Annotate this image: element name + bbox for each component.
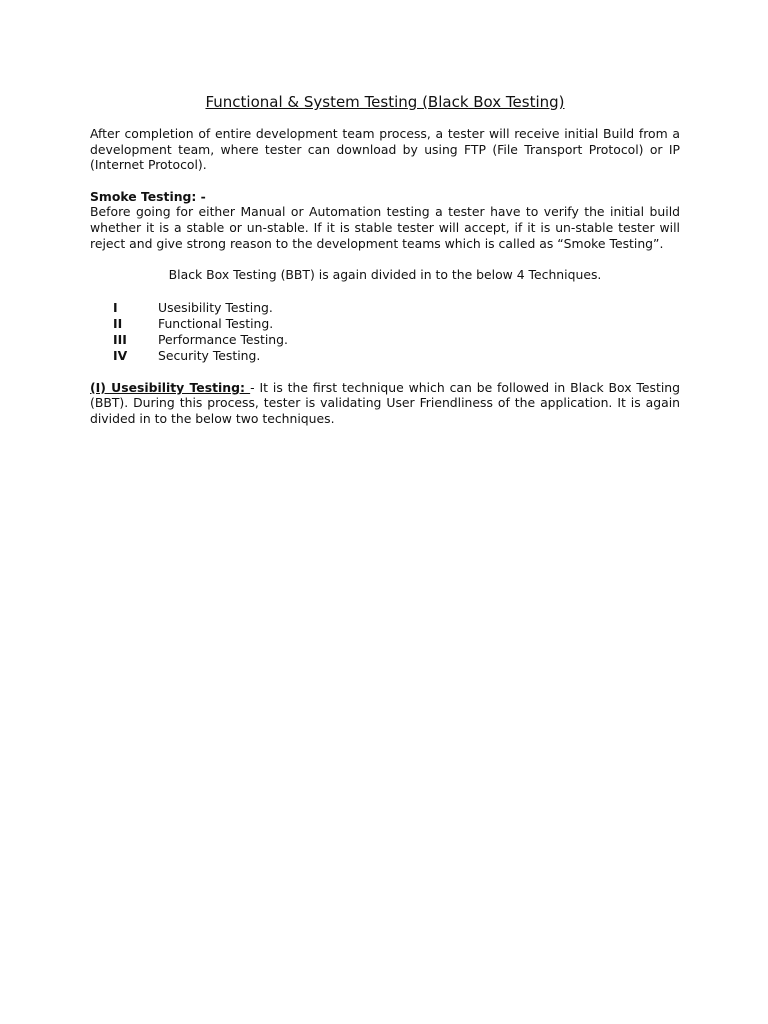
bbt-techniques-line: Black Box Testing (BBT) is again divided in to the below 4 Techniques. xyxy=(168,267,602,283)
smoke-testing-paragraph: Before going for either Manual or Automation testing a tester have to verify the initial build whether it is a stable or un-stable. If it is stable tester will accept, if it is un-stable tester will reject and give strong reason to the development teams which is called as “Smoke Testing”. xyxy=(90,204,680,251)
document-page xyxy=(90,92,680,427)
list-item-label: Security Testing. xyxy=(158,347,261,363)
list-item-label: Usesibility Testing. xyxy=(158,299,273,315)
usability-testing-paragraph xyxy=(90,380,680,427)
list-item xyxy=(113,332,680,348)
smoke-testing-heading: Smoke Testing: - xyxy=(90,188,206,204)
list-item xyxy=(113,316,680,332)
list-item-number: II xyxy=(113,315,123,331)
smoke-testing-section xyxy=(90,189,680,251)
intro-paragraph: After completion of entire development team process, a tester will receive initial Build from a development team, where tester can download by using FTP (File Transport Protocol) or IP (Internet Protocol). xyxy=(90,126,680,173)
usability-testing-text: - It is the first technique which can be followed in Black Box Testing (BBT). During this process, tester is validating User Friendliness of the application. It is again divided in to the below two techniques. xyxy=(90,379,680,426)
list-item xyxy=(113,300,680,316)
list-item-label: Performance Testing. xyxy=(158,331,288,347)
list-item xyxy=(113,348,680,364)
list-item-number: I xyxy=(113,299,118,315)
document-title: Functional & System Testing (Black Box Testing) xyxy=(205,93,565,111)
list-item-label: Functional Testing. xyxy=(158,315,274,331)
list-item-number: IV xyxy=(113,347,128,363)
techniques-list xyxy=(90,300,680,364)
usability-testing-heading: (I) Usesibility Testing: xyxy=(90,379,251,395)
list-item-number: III xyxy=(113,331,127,347)
